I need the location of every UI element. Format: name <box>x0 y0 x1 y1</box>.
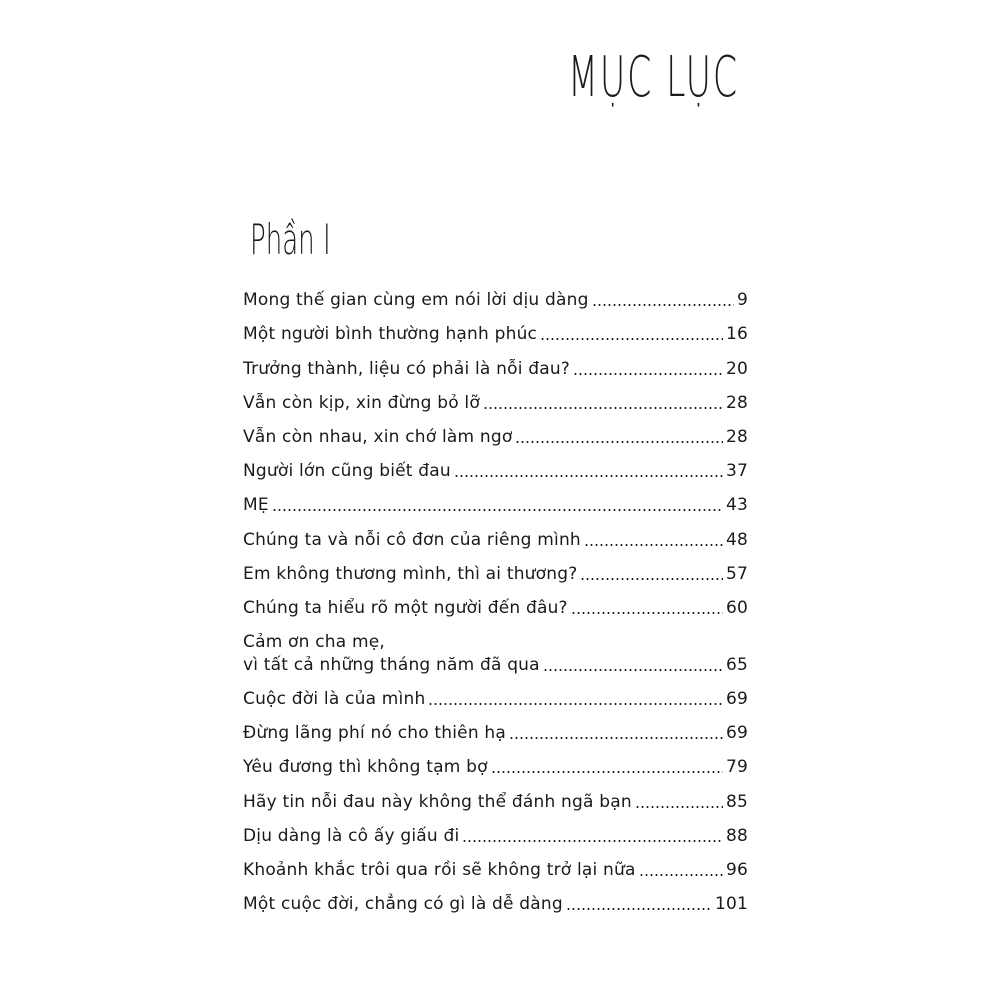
toc-entry-page: 88 <box>725 825 748 846</box>
dot-leader <box>540 324 723 341</box>
dot-leader <box>543 655 723 672</box>
toc-entry-title: Cuộc đời là của mình <box>243 689 426 710</box>
toc-entry-page: 65 <box>725 654 748 675</box>
toc-entry-page: 9 <box>736 290 748 311</box>
dot-leader <box>272 495 723 512</box>
dot-leader <box>515 427 722 444</box>
dot-leader <box>592 290 734 307</box>
toc-entry-title: Yêu đương thì không tạm bợ <box>243 757 488 778</box>
dot-leader <box>573 359 723 376</box>
toc-entry-page: 60 <box>725 597 748 618</box>
toc-entry-page: 20 <box>725 358 748 379</box>
toc-entry <box>243 882 748 916</box>
toc-entry-title: Chúng ta và nỗi cô đơn của riêng mình <box>243 529 581 550</box>
dot-leader <box>454 461 723 478</box>
toc-entry-page: 101 <box>714 894 748 915</box>
toc-entry-title: Vẫn còn nhau, xin chớ làm ngơ <box>243 426 513 447</box>
dot-leader <box>580 564 723 581</box>
toc-entry-title: Vẫn còn kịp, xin đừng bỏ lỡ <box>243 392 480 413</box>
toc-entry-title: Chúng ta hiểu rõ một người đến đâu? <box>243 597 568 618</box>
toc-entry-page: 43 <box>725 495 748 516</box>
toc-entry-title: MẸ <box>243 495 269 516</box>
toc-entry-title: Hãy tin nỗi đau này không thể đánh ngã bạn <box>243 791 632 812</box>
dot-leader <box>428 689 723 706</box>
toc-entry-title: Một người bình thường hạnh phúc <box>243 324 538 345</box>
dot-leader <box>483 393 723 410</box>
toc-entry <box>243 517 748 551</box>
toc-entry <box>243 711 748 745</box>
toc-entry-page: 16 <box>725 324 748 345</box>
toc-entry-page: 57 <box>725 563 748 584</box>
toc-entry-page: 48 <box>725 529 748 550</box>
toc-entry-page: 69 <box>725 723 748 744</box>
toc-entry-title: Dịu dàng là cô ấy giấu đi <box>243 825 460 846</box>
dot-leader <box>571 598 723 615</box>
toc-entry-title: Trưởng thành, liệu có phải là nỗi đau? <box>243 358 571 379</box>
toc-entry <box>243 586 748 620</box>
toc-entry <box>243 346 748 380</box>
toc-entry <box>243 312 748 346</box>
dot-leader <box>584 530 723 547</box>
dot-leader <box>635 792 723 809</box>
dot-leader <box>462 826 723 843</box>
toc-entry <box>243 745 748 779</box>
toc-entry-page: 28 <box>725 392 748 413</box>
toc-entry-page: 28 <box>725 426 748 447</box>
dot-leader <box>639 860 723 877</box>
toc-entry-title: Khoảnh khắc trôi qua rồi sẽ không trở lại nữa <box>243 860 636 880</box>
toc-entry-title: Mong thế gian cùng em nói lời dịu dàng <box>243 290 589 311</box>
toc-entry <box>243 552 748 586</box>
toc-entry-title: Một cuộc đời, chẳng có gì là dễ dàng <box>243 894 563 915</box>
page-title: MỤC LỤC <box>568 45 739 110</box>
toc-entry-page: 69 <box>725 689 748 710</box>
dot-leader <box>491 757 723 774</box>
section-heading: Phần I <box>250 215 331 264</box>
toc-entry <box>243 779 748 813</box>
dot-leader <box>566 894 712 911</box>
toc-entry-title: Cảm ơn cha mẹ, vì tất cả những tháng năm đã qua <box>243 631 540 675</box>
toc-entry <box>243 620 748 677</box>
toc-entry-title: Em không thương mình, thì ai thương? <box>243 563 578 584</box>
toc-entry-page: 85 <box>725 791 748 812</box>
toc-entry <box>243 677 748 711</box>
toc-entry-page: 37 <box>725 461 748 482</box>
toc-entry <box>243 381 748 415</box>
toc-entry <box>243 483 748 517</box>
toc-entry-page: 96 <box>725 860 748 880</box>
toc-entry-title: Đừng lãng phí nó cho thiên hạ <box>243 723 507 744</box>
toc-entry <box>243 814 748 848</box>
toc-entry-title: Người lớn cũng biết đau <box>243 461 451 482</box>
toc-entry <box>243 278 748 312</box>
table-of-contents <box>243 278 748 916</box>
dot-leader <box>509 723 723 740</box>
toc-entry <box>243 449 748 483</box>
toc-entry-page: 79 <box>725 757 748 778</box>
toc-entry <box>243 415 748 449</box>
toc-entry <box>243 848 748 882</box>
